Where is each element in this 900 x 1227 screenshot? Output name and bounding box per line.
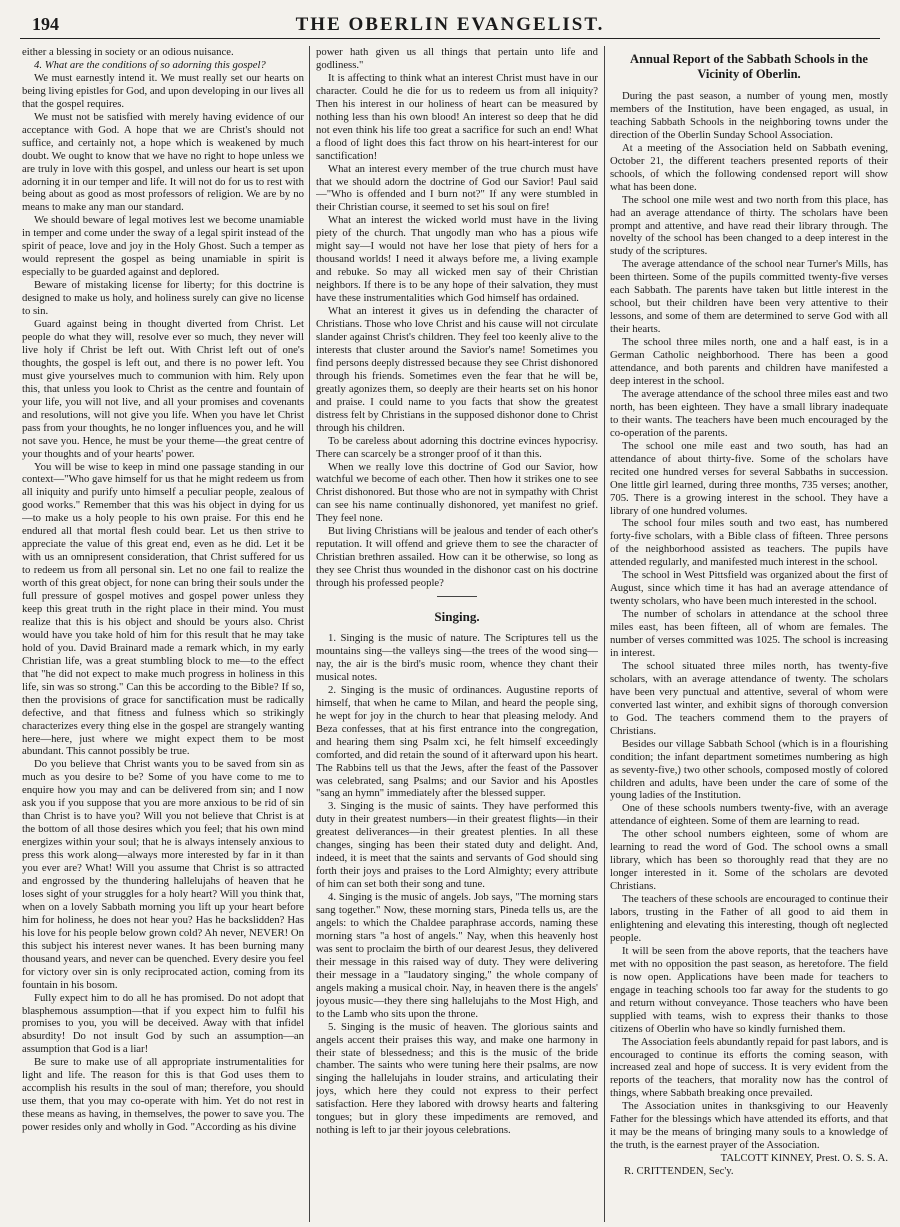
- journal-title: THE OBERLIN EVANGELIST.: [295, 14, 605, 35]
- page-number: 194: [32, 14, 59, 34]
- article-paragraph: Beware of mistaking license for liberty; for this doctrine is designed to make us holy, and holiness surely can give no license to sin.: [22, 279, 304, 318]
- report-paragraph: The Association feels abundantly repaid for past labors, and is encouraged to continue its efforts the coming season, with increased zeal and hope of success. It is very evident from the reports of the teachers, that morality now has the control of things, where Sabbath breaking once prevailed.: [610, 1035, 888, 1100]
- report-paragraph: During the past season, a number of young men, mostly members of the Institution, have been engaged, as usual, in teaching Sabbath Schools in the neighboring towns under the direction of the Oberlin Sunday School Association.: [610, 90, 888, 141]
- report-paragraph: The school in West Pittsfield was organized about the first of August, since which time it has had an average attendance of twenty scholars, who have been much interested in the school.: [610, 569, 888, 608]
- article-paragraph: What an interest it gives us in defending the character of Christians. Those who love Christ and his cause will not circulate slander against Christ's children. They feel too keenly alive to the interests that cluster around the Savior's name! Sometimes you find persons deeply distressed because they see Christ dishonored through his friends. Sometimes even the fear that he will be, greatly agonizes them, so deeply are their hearts set on his honor and praise. I could name to you facts that show the greatest distress felt by Christians in the supposed dishonor done to Christ through his children.: [316, 305, 598, 434]
- article-paragraph: We must not be satisfied with merely having evidence of our acceptance with God. A hope that we are Christ's should not suffice, and certainly not, a hope which is weakened by much doubt. We ought to know that we have no right to hope unless we are truly in love with this gospel, and unless our heart is set upon adorning it in our temper and life. It will not do for us to rest with being about as good as most professors of religion. We are by no means to make any man our standard.: [22, 110, 304, 214]
- report-paragraph: The average attendance of the school near Turner's Mills, has been thirteen. Some of the pupils committed twenty-five verses each Sabbath. The parents have taken but little interest in the school, but their children have been very attentive to their lessons, and some of them are determined to serve God with all their hearts.: [610, 258, 888, 336]
- report-paragraph: The Association unites in thanksgiving to our Heavenly Father for the blessings which have attended its efforts, and that it may be the means of bringing many souls to a knowledge of the truth, is the earnest prayer of the Association.: [610, 1100, 888, 1152]
- article-paragraph: You will be wise to keep in mind one passage standing in our context—"Who gave himself for us that he might redeem us from all iniquity and purify unto himself a peculiar people, zealous of good works." Remember that this was his object in dying for us—to make us a holy people to his own praise. For this end he endured all that mortal flesh could bear. Let us then strive to appreciate the value of this great end, even as he did. Let it be with us an omnipresent consideration, that Christ suffered for us to redeem us from all personal sin. Let no one fail to realize the worth of this great object, for none can bring their souls under the full pressure of gospel motives and gospel power unless they keep this great truth in the right place in their mind. You must realize that this is his object and should be yours also. Christ would have you take hold of him for this result that he may take hold of you. David Brainard made a remark which, in my early Christian life, was a great stumbling block to me—to the effect that "he did not expect to make much progress in holiness in this life, sin was so strong." Can this be according to the Bible? If so, then the provisions of grace for sanctification must be radically defective, and that fitness and fulness which so strikingly characterizes every thing else in the gospel are strangely wanting here—here, just where we might expect them to be most abundant. This cannot possibly be true.: [22, 460, 304, 758]
- page-header: [20, 8, 880, 39]
- article-paragraph: To be careless about adorning this doctrine evinces hypocrisy. There can scarcely be a stronger proof of it than this.: [316, 434, 598, 460]
- article-paragraph: It is affecting to think what an interest Christ must have in our character. Could he die for us to redeem us from all iniquity? Then his interest in our holiness of heart can be measured by nothing less than his own blood! An interest so deep that he did not even think his life too great a sacrifice for such an end! What a flood of light does this fact throw on his heart-interest for our sanctification!: [316, 71, 598, 162]
- column-divider-left: [309, 46, 310, 1222]
- report-paragraph: Besides our village Sabbath School (which is in a flourishing condition; the infant department sometimes numbering as high as seventy-five,) two other schools, composed mostly of colored children and adults, have been under the care of some of the young ladies of the Institution.: [610, 737, 888, 802]
- article-paragraph: We must earnestly intend it. We must really set our hearts on being living epistles for God, and upon developing in our lives all that the gospel requires.: [22, 71, 304, 110]
- singing-heading: Singing.: [434, 609, 480, 625]
- article-paragraph: But living Christians will be jealous and tender of each other's reputation. It will offend and grieve them to see the character of Christian brethren assailed. How can it be otherwise, so long as they see Christ thus wounded in the dishonor cast on his doctrine through his professed people?: [316, 525, 598, 590]
- report-paragraph: The school situated three miles north, has twenty-five scholars, with an average attendance of twenty. The scholars have been very punctual and attentive, several of whom were converted last winter, and exhibit signs of thorough conversion to God. The teachers commend them to the prayers of Christians.: [610, 659, 888, 737]
- column-divider-right: [604, 46, 605, 1222]
- report-heading: Annual Report of the Sabbath Schools in the Vicinity of Oberlin.: [630, 52, 868, 81]
- singing-paragraph: 2. Singing is the music of ordinances. Augustine reports of himself, that when he came to Milan, and heard the people sing, he wept for joy in the church to hear that pleasing melody. And Beza confesses, that at his first entrance into the congregation, and hearing them sing Psalm xci, he felt himself exceedingly comforted, and did retain the sound of it afterward upon his heart. The Rabbins tell us that the Jews, after the feast of the Passover was celebrated, sang Psalms; and our Savior and his Apostles "sang an hymn" immediately after the blessed supper.: [316, 683, 598, 800]
- article-paragraph: Do you believe that Christ wants you to be saved from sin as much as you desire to be? Some of you have come to me to enquire how you may and can be delivered from sin; and I now ask you if you suppose that you are more anxious to be rid of sin than Christ is to have you? Will you not believe that Christ is at the bottom of all those desires which you feel; that his own mind energizes within your soul; that he is always intensely anxious to press this work along—always more interested by far in it than you ever are? What! Will you assume that Christ is so attracted and engrossed by the thundering hallelujahs of heaven that he loses sight of your struggles for a holy heart? Will you think that, when on a lovely Sabbath morning you lift up your heart before him for holiness, he does not hear you? Has he backslidden? Has his love for his people below grown cold? Ah never, NEVER! On this subject his interest never wanes. It has been burning many thousand years, and never can be quenched. Every desire you feel for victory over sin is only reciprocated action, coming from its fountain in his bosom.: [22, 758, 304, 991]
- report-paragraph: At a meeting of the Association held on Sabbath evening, October 21, the different teachers presented reports of their schools, of which the following condensed report will show what has been done.: [610, 141, 888, 193]
- singing-paragraph: 4. Singing is the music of angels. Job says, "The morning stars sang together." Now, these morning stars, Pineda tells us, are the angels: to which the Chaldee paraphrase accords, naming these morning stars "a host of angels." Nay, when this heavenly host was sent to proclaim the birth of our dearest Jesus, they delivered their message in this raised way of duty. They were delivering their message in a "laudatory singing," the whole company of angels making a musical choir. Nay, in heaven there is the angels' joyous music—they there sing hallelujahs to the Most High, and to the Lamb who sits upon the throne.: [316, 891, 598, 1020]
- report-paragraph: The teachers of these schools are encouraged to continue their labors, trusting in the Father of all good to aid them in enlightening and elevating this interesting, though oft neglected people.: [610, 893, 888, 944]
- signature-president: TALCOTT KINNEY, Prest. O. S. S. A.: [720, 1152, 888, 1165]
- article-paragraph: When we really love this doctrine of God our Savior, how watchful we become of each other. Then how it strikes one to see Christ dishonored. But those who are not in sympathy with Christ can see his name continually dishonored, yet manifest no grief. They feel none.: [316, 460, 598, 525]
- column-middle: [316, 46, 598, 1222]
- singing-paragraph: 1. Singing is the music of nature. The Scriptures tell us the mountains sing—the valleys sing—the trees of the wood sing—nay, the air is the bird's music room, whence they chant their musical notes.: [316, 632, 598, 683]
- report-paragraph: The number of scholars in attendance at the school three miles east, has been fifteen, all of whom are females. The number of verses committed was 1025. The school is increasing in interest.: [610, 608, 888, 659]
- report-paragraph: It will be seen from the above reports, that the teachers have met with no opposition the past season, as heretofore. The field is now open. Applications have been made for teachers to engage in teaching schools too far away for the students to go and return without conveyance. Those teachers who have been supplied with teams, wish to express their thanks to those citizens of Oberlin who have so kindly furnished them.: [610, 944, 888, 1035]
- singing-paragraph: 3. Singing is the music of saints. They have performed this duty in their greatest numbers—in their greatest flights—in their greatest deliverances—in their greatest plenties. In all these changes, singing has been their stated duty and delight. And, indeed, it is meet that the saints and servants of God should sing forth their joys and praises to the Lord Almighty; every attribute of him can set both their song and tune.: [316, 800, 598, 891]
- article-paragraph: Be sure to make use of all appropriate instrumentalities for light and life. The reason for this is that God uses them to accomplish his results in the soul of man; therefore, you should use them, that you may co-operate with him. Yet do not rest in these means as having, in themselves, the power to save you. The power resides only and wholly in God. "According as his divine: [22, 1056, 304, 1134]
- report-paragraph: The school three miles north, one and a half east, is in a German Catholic neighborhood. There has been a good attendance, and both parents and children have manifested a deep interest in the school.: [610, 336, 888, 387]
- singing-paragraph: 5. Singing is the music of heaven. The glorious saints and angels accent their praises this way, and make one harmony in their state of blessedness; and this is the music of the bride chamber. The saints who were tuning here their psalms, are now singing the hallelujahs in louder strains, and articulating their joys, which here they could not express to their perfect satisfaction. Here they labored with drowsy hearts and faltering tongues; but in glory these impediments are removed, and nothing is left to jar their joyous celebrations.: [316, 1020, 598, 1137]
- article-paragraph: Guard against being in thought diverted from Christ. Let people do what they will, resolve ever so much, they never will live holy if Christ be left out. With Christ left out of one's thoughts, the gospel is left out, and there is no power left. You must give yourselves much to communion with him. Rely upon this, that unless you look to Christ as the centre and fountain of your life, you will not live, and all your promises and covenants and resolutions, will not give you life. When you have let Christ pass from your thoughts, he no longer influences you, and he will not save you. Hence, he must be your theme—the great centre of your thoughts and of your hearts' power.: [22, 318, 304, 460]
- report-paragraph: The school four miles south and two east, has numbered forty-five scholars, with a Bible class of fifteen. Three persons of the neighborhood assisted as teachers. The pupils have attended regularly, and manifested much interest in the school.: [610, 517, 888, 569]
- article-paragraph: power hath given us all things that pertain unto life and godliness.": [316, 46, 598, 71]
- report-paragraph: The school one mile east and two south, has had an attendance of about thirty-five. Some of the scholars have recited one hundred verses for several Sabbaths in succession. One little girl learned, during three months, 735 verses; another, 705. There is a growing interest in the school. They have a library of one hundred volumes.: [610, 439, 888, 517]
- article-paragraph: Fully expect him to do all he has promised. Do not adopt that blasphemous assumption—that if you expect him to fulfil his promises to you, you will be deceived. Away with that infidel absurdity! Do not insult God by such an assumption—an assumption that God is a liar!: [22, 991, 304, 1056]
- column-left: [22, 46, 304, 1222]
- section-divider: [437, 596, 477, 597]
- report-paragraph: The other school numbers eighteen, some of whom are learning to read the word of God. The school owns a small library, which has been so thoroughly read that they are no longer interested in it. Some of the scholars are devoted Christians.: [610, 828, 888, 893]
- article-paragraph: What an interest every member of the true church must have that we should adorn the doctrine of God our Savior! Paul said—"Who is offended and I burn not?" If any were stumbled in their Christian course, it seemed to set his soul on fire!: [316, 162, 598, 214]
- signature-secretary: R. CRITTENDEN, Sec'y.: [624, 1165, 734, 1178]
- article-paragraph: We should beware of legal motives lest we become unamiable in temper and come under the sway of a legal spirit instead of the spirit of peace, love and joy in the Holy Ghost. Such a temper as would represent the gospel as being unamiable in spirit is especially to be guarded against and deplored.: [22, 214, 304, 279]
- article-paragraph: What an interest the wicked world must have in the living piety of the church. That ungodly man who has a pious wife might say—I would not have her lose that piety of hers for a thousand worlds! I need it always before me, a living example and rebuke. So may all wicked men say of their Christian neighbors. If there is to be any hope of their salvation, they must have these instrumentalities which God himself has ordained.: [316, 214, 598, 305]
- column-right: [610, 46, 888, 1222]
- report-paragraph: The school one mile west and two north from this place, has had an average attendance of thirty. The scholars have been prompt and attentive, and have read their library through. The novelty of the school has been changed to a deep interest in the study of the scriptures.: [610, 193, 888, 258]
- section-question: 4. What are the conditions of so adorning this gospel?: [34, 58, 266, 71]
- report-paragraph: The average attendance of the school three miles east and two north, has been eighteen. They have a small library inadequate to their wants. The teachers have been much encouraged by the co-operation of the parents.: [610, 387, 888, 439]
- report-paragraph: One of these schools numbers twenty-five, with an average attendance of eighteen. Some of them are learning to read.: [610, 802, 888, 828]
- article-paragraph: either a blessing in society or an odious nuisance.: [22, 46, 234, 58]
